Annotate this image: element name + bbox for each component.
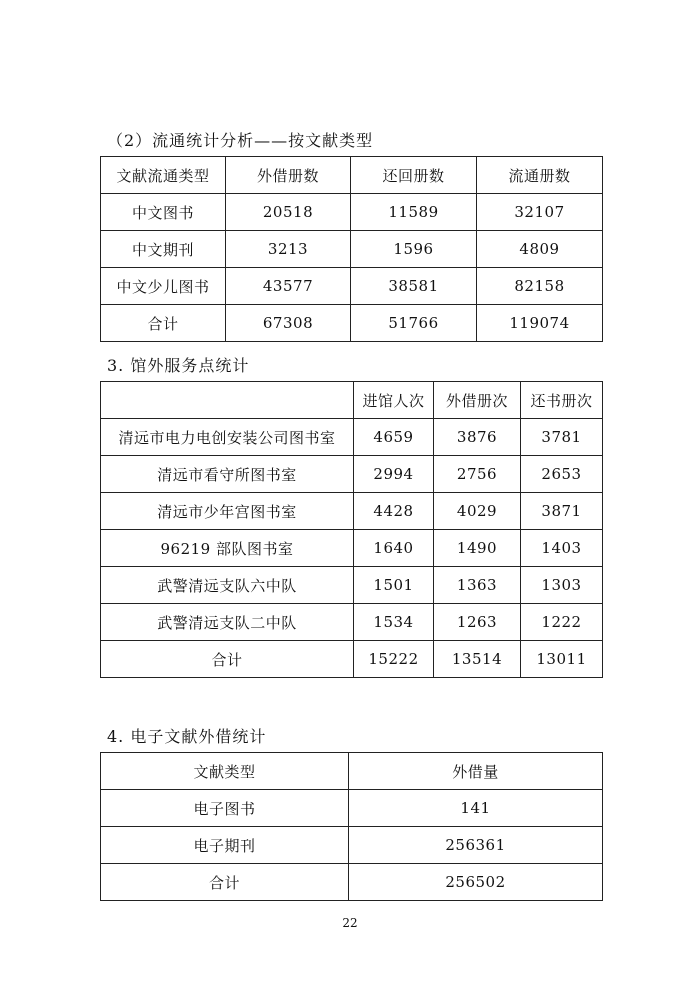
table-cell: 119074 [477,305,603,342]
table-cell: 武警清远支队六中队 [101,567,354,604]
table-row [101,268,603,305]
table-cell: 3213 [226,231,351,268]
table-cell: 4428 [354,493,434,530]
table-header-row [101,382,603,419]
header-cell: 外借册次 [434,382,521,419]
table-row [101,194,603,231]
table-cell: 32107 [477,194,603,231]
table-cell: 96219 部队图书室 [101,530,354,567]
table-row [101,790,603,827]
table-cell: 中文期刊 [101,231,226,268]
table-row [101,419,603,456]
table-cell: 中文图书 [101,194,226,231]
section1-heading: （2）流通统计分析——按文献类型 [107,131,374,150]
table-cell: 3781 [521,419,603,456]
table-row [101,827,603,864]
table-cell: 82158 [477,268,603,305]
table-cell: 15222 [354,641,434,678]
table-cell: 1534 [354,604,434,641]
circulation-by-type-table [100,156,603,342]
table-cell: 20518 [226,194,351,231]
table-total-row [101,864,603,901]
table-row [101,604,603,641]
table-cell: 3871 [521,493,603,530]
table-cell: 11589 [351,194,477,231]
table-cell: 2994 [354,456,434,493]
table-cell: 38581 [351,268,477,305]
header-cell [101,382,354,419]
table-cell: 67308 [226,305,351,342]
header-cell: 还书册次 [521,382,603,419]
table-cell: 4659 [354,419,434,456]
table-cell: 1490 [434,530,521,567]
table-cell: 1596 [351,231,477,268]
table-cell: 武警清远支队二中队 [101,604,354,641]
table-cell: 合计 [101,305,226,342]
table-cell: 1501 [354,567,434,604]
table-cell: 13514 [434,641,521,678]
table-cell: 1403 [521,530,603,567]
table-header-row [101,753,603,790]
table-header-row [101,157,603,194]
header-cell: 外借量 [349,753,603,790]
table-cell: 清远市看守所图书室 [101,456,354,493]
table-cell: 141 [349,790,603,827]
table-cell: 清远市电力电创安装公司图书室 [101,419,354,456]
table-cell: 51766 [351,305,477,342]
table-cell: 256361 [349,827,603,864]
section3-heading: 4. 电子文献外借统计 [107,727,267,746]
page-number: 22 [342,916,358,930]
table-row [101,456,603,493]
table-row [101,530,603,567]
table-cell: 清远市少年宫图书室 [101,493,354,530]
table-row [101,231,603,268]
header-cell: 流通册数 [477,157,603,194]
table-cell: 中文少儿图书 [101,268,226,305]
table-cell: 2653 [521,456,603,493]
table-cell: 电子期刊 [101,827,349,864]
table-cell: 4809 [477,231,603,268]
e-literature-lending-table [100,752,603,901]
table-cell: 1363 [434,567,521,604]
table-cell: 256502 [349,864,603,901]
table-cell: 4029 [434,493,521,530]
header-cell: 进馆人次 [354,382,434,419]
header-cell: 还回册数 [351,157,477,194]
table-cell: 1640 [354,530,434,567]
table-cell: 1222 [521,604,603,641]
table-cell: 1303 [521,567,603,604]
header-cell: 外借册数 [226,157,351,194]
table-total-row [101,305,603,342]
table-cell: 合计 [101,864,349,901]
table-cell: 1263 [434,604,521,641]
header-cell: 文献类型 [101,753,349,790]
table-cell: 13011 [521,641,603,678]
table-cell: 电子图书 [101,790,349,827]
table-total-row [101,641,603,678]
table-cell: 43577 [226,268,351,305]
table-cell: 3876 [434,419,521,456]
table-cell: 2756 [434,456,521,493]
table-row [101,567,603,604]
outreach-service-table [100,381,603,678]
table-cell: 合计 [101,641,354,678]
header-cell: 文献流通类型 [101,157,226,194]
table-row [101,493,603,530]
section2-heading: 3. 馆外服务点统计 [107,356,250,375]
